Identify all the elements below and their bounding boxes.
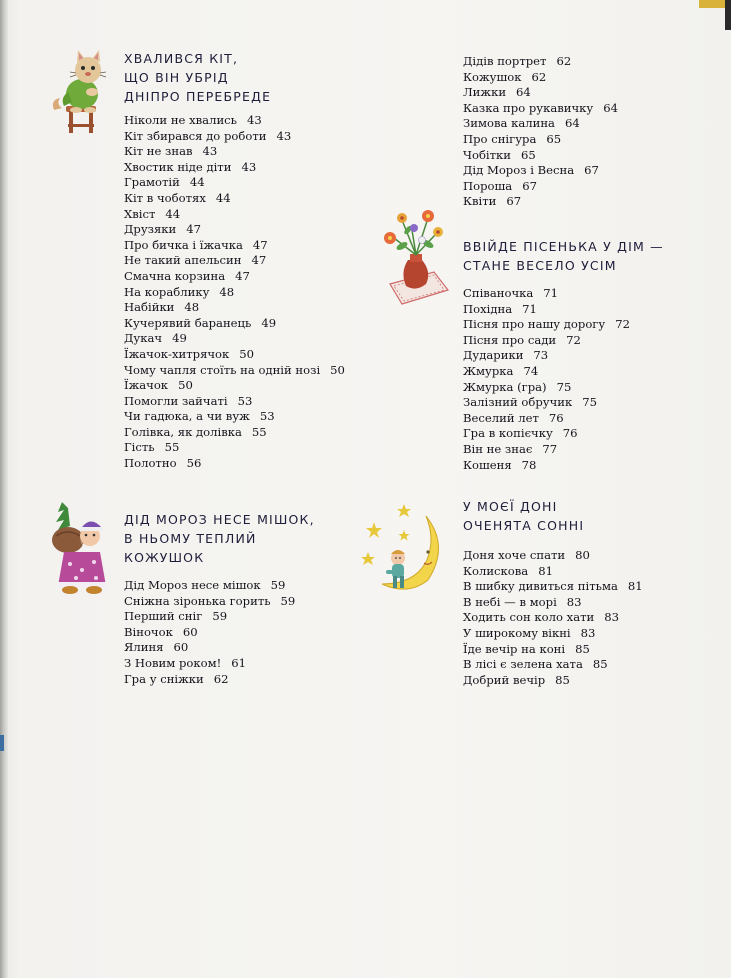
entry-page: 49 — [261, 315, 277, 330]
entry-page: 43 — [202, 144, 218, 159]
section-heading-line: ВВІЙДЕ ПІСЕНЬКА У ДІМ — — [463, 239, 664, 254]
entry-page: 85 — [575, 641, 590, 656]
toc-entry[interactable] — [124, 625, 295, 641]
entry-title: Дударики — [463, 348, 524, 363]
entry-page: 65 — [521, 147, 536, 162]
toc-entry[interactable] — [463, 442, 630, 458]
entry-page: 74 — [523, 363, 539, 378]
toc-entry[interactable] — [463, 548, 643, 564]
entry-title: Кучерявий баранець — [124, 315, 252, 330]
entry-title: Кіт в чоботях — [124, 190, 206, 205]
entry-title: Зимова калина — [463, 116, 555, 131]
entry-page: 83 — [604, 610, 620, 625]
entry-page: 72 — [615, 317, 630, 332]
entry-page: 77 — [542, 441, 558, 456]
toc-entry[interactable] — [124, 175, 345, 191]
toc-entry[interactable] — [124, 378, 345, 394]
section-heading-line: КОЖУШОК — [124, 550, 205, 565]
section-heading-song — [463, 237, 664, 275]
flower-vase-icon — [372, 200, 454, 306]
entry-page: 61 — [231, 655, 247, 670]
entry-title: Дідів портрет — [463, 54, 547, 68]
entry-page: 44 — [215, 190, 231, 205]
toc-entry[interactable] — [124, 285, 345, 301]
entry-title: Ніколи не хвались — [124, 113, 237, 127]
entry-title: Лижки — [463, 85, 507, 100]
moon-and-child-icon — [356, 500, 448, 600]
entry-page: 64 — [603, 100, 619, 115]
toc-entry[interactable] — [463, 85, 618, 101]
toc-entry[interactable] — [463, 194, 618, 210]
toc-entry[interactable] — [463, 132, 618, 148]
toc-entry[interactable] — [463, 579, 643, 595]
entry-title: Жмурка (гра) — [463, 379, 547, 394]
entry-title: Друзяки — [124, 222, 177, 237]
entry-page: 62 — [556, 54, 572, 68]
entry-title: Їжачок — [124, 378, 169, 393]
entry-title: Полотно — [124, 456, 177, 471]
entry-title: Співаночка — [463, 286, 534, 300]
entry-title: Доня хоче спати — [463, 548, 566, 562]
cat-on-stool-icon — [48, 48, 118, 136]
entry-title: Добрий вечір — [463, 672, 546, 687]
entry-title: Чому чапля стоїть на одній нозі — [124, 362, 321, 377]
entry-page: 64 — [516, 85, 531, 100]
entry-title: Дукач — [124, 331, 163, 346]
toc-entry[interactable] — [124, 129, 345, 145]
entry-title: Квіти — [463, 194, 497, 209]
entry-title: Він не знає — [463, 441, 533, 456]
entry-title: У широкому вікні — [463, 625, 571, 640]
entry-title: Грамотій — [124, 175, 180, 190]
section-heading-frost — [124, 510, 315, 567]
entry-title: Пісня про нашу дорогу — [463, 317, 606, 332]
entry-title: На кораблику — [124, 284, 210, 299]
entry-title: Похідна — [463, 301, 513, 316]
toc-list-cat — [124, 113, 345, 472]
toc-entry[interactable] — [124, 222, 345, 238]
toc-entry[interactable] — [463, 626, 643, 642]
entry-title: Чи гадюка, а чи вуж — [124, 409, 250, 424]
entry-page: 76 — [548, 410, 564, 425]
page-edge-mark — [0, 735, 4, 751]
entry-title: Перший сніг — [124, 609, 203, 624]
toc-entry[interactable] — [124, 191, 345, 207]
page-corner-shadow — [725, 0, 731, 30]
entry-title: Хвостик ніде діти — [124, 159, 232, 174]
entry-page: 85 — [555, 672, 570, 687]
entry-page: 56 — [186, 456, 202, 471]
entry-page: 65 — [546, 131, 562, 146]
page-binding-edge — [0, 0, 8, 978]
entry-page: 50 — [330, 362, 345, 377]
entry-title: В небі — в морі — [463, 594, 557, 609]
entry-title: Пісня про сади — [463, 332, 557, 347]
toc-entry[interactable] — [124, 425, 345, 441]
entry-title: З Новим роком! — [124, 655, 222, 670]
entry-title: Залізний обручик — [463, 395, 573, 410]
toc-entry[interactable] — [463, 333, 630, 349]
entry-title: Чобітки — [463, 147, 512, 162]
toc-entry[interactable] — [463, 395, 630, 411]
section-heading-moon — [463, 497, 584, 535]
toc-entry[interactable] — [124, 144, 345, 160]
entry-title: Ходить сон коло хати — [463, 610, 595, 625]
entry-page: 72 — [566, 332, 581, 347]
section-heading-line: ОЧЕНЯТА СОННІ — [463, 518, 585, 533]
entry-title: Віночок — [124, 624, 173, 639]
entry-page: 71 — [522, 301, 537, 316]
entry-title: Голівка, як долівка — [124, 424, 242, 439]
toc-entry[interactable] — [463, 364, 630, 380]
toc-entry[interactable] — [124, 609, 295, 625]
toc-entry[interactable] — [463, 595, 643, 611]
toc-entry[interactable] — [463, 286, 630, 302]
toc-entry[interactable] — [463, 101, 618, 117]
section-heading-line: ЩО ВІН УБРІД — [124, 70, 229, 85]
entry-page: 59 — [280, 593, 296, 608]
section-heading-line: ДНІПРО ПЕРЕБРЕДЕ — [124, 89, 272, 104]
entry-page: 48 — [184, 300, 200, 315]
toc-entry[interactable] — [463, 54, 618, 70]
toc-entry[interactable] — [463, 148, 618, 164]
entry-page: 44 — [189, 175, 205, 190]
toc-entry[interactable] — [463, 380, 630, 396]
entry-title: Кіт не знав — [124, 144, 193, 159]
toc-entry[interactable] — [463, 348, 630, 364]
entry-page: 67 — [522, 178, 537, 193]
entry-title: В лісі є зелена хата — [463, 657, 583, 672]
entry-page: 50 — [178, 378, 193, 393]
entry-title: В шибку дивиться пітьма — [463, 579, 618, 594]
toc-entry[interactable] — [124, 300, 345, 316]
section-heading-line: СТАНЕ ВЕСЕЛО УСІМ — [463, 258, 617, 273]
entry-page: 55 — [164, 440, 180, 455]
entry-title: Кошеня — [463, 457, 512, 472]
toc-entry[interactable] — [124, 440, 345, 456]
section-heading-line: В НЬОМУ ТЕПЛИЙ — [124, 531, 257, 546]
toc-list-frost — [124, 578, 295, 687]
entry-title: Веселий лет — [463, 410, 539, 425]
entry-title: Гра у сніжки — [124, 671, 204, 686]
entry-page: 53 — [259, 409, 275, 424]
toc-entry[interactable] — [463, 426, 630, 442]
entry-page: 47 — [235, 268, 250, 283]
toc-entry[interactable] — [124, 594, 295, 610]
entry-title: Кіт збирався до роботи — [124, 128, 267, 143]
toc-entry[interactable] — [124, 578, 295, 594]
entry-page: 76 — [562, 426, 578, 441]
entry-title: Сніжна зіронька горить — [124, 593, 271, 608]
entry-title: Гість — [124, 440, 155, 455]
entry-page: 67 — [506, 194, 522, 209]
entry-title: Дід Мороз і Весна — [463, 163, 575, 178]
toc-entry[interactable] — [124, 456, 345, 472]
entry-page: 55 — [251, 424, 267, 439]
entry-page: 83 — [580, 625, 596, 640]
toc-entry[interactable] — [124, 316, 345, 332]
entry-page: 48 — [219, 284, 235, 299]
toc-entry[interactable] — [124, 347, 345, 363]
toc-entry[interactable] — [124, 363, 345, 379]
entry-title: Їде вечір на коні — [463, 641, 566, 656]
toc-entry[interactable] — [124, 656, 295, 672]
entry-title: Набійки — [124, 300, 175, 315]
entry-title: Хвіст — [124, 206, 156, 221]
entry-title: Про снігура — [463, 131, 537, 146]
grandfather-frost-icon — [48, 500, 116, 596]
toc-entry[interactable] — [463, 302, 630, 318]
entry-page: 44 — [165, 206, 181, 221]
toc-entry[interactable] — [463, 116, 618, 132]
entry-page: 59 — [212, 609, 228, 624]
toc-entry[interactable] — [124, 207, 345, 223]
entry-page: 81 — [538, 563, 553, 578]
entry-title: Смачна корзина — [124, 268, 226, 283]
section-heading-line: ХВАЛИВСЯ КІТ, — [124, 51, 239, 66]
entry-page: 75 — [582, 395, 598, 410]
toc-entry[interactable] — [124, 331, 345, 347]
toc-entry[interactable] — [124, 394, 345, 410]
toc-entry[interactable] — [124, 160, 345, 176]
toc-list-moon — [463, 548, 643, 688]
toc-entry[interactable] — [124, 640, 295, 656]
entry-title: Гра в копієчку — [463, 426, 553, 441]
toc-entry[interactable] — [463, 317, 630, 333]
entry-title: Не такий апельсин — [124, 253, 242, 268]
toc-entry[interactable] — [463, 179, 618, 195]
entry-page: 62 — [213, 671, 229, 686]
section-heading-cat — [124, 49, 271, 106]
toc-entry[interactable] — [463, 70, 618, 86]
toc-entry[interactable] — [463, 411, 630, 427]
entry-page: 47 — [251, 253, 267, 268]
entry-title: Кожушок — [463, 69, 522, 84]
entry-page: 71 — [543, 286, 559, 300]
entry-title: Колискова — [463, 563, 529, 578]
entry-page: 81 — [627, 579, 643, 594]
toc-list-continued — [463, 54, 618, 210]
toc-entry[interactable] — [463, 458, 630, 474]
section-heading-line: У МОЄЇ ДОНІ — [463, 499, 558, 514]
toc-entry[interactable] — [124, 409, 345, 425]
entry-page: 67 — [584, 163, 599, 178]
entry-title: Казка про рукавичку — [463, 100, 594, 115]
entry-page: 62 — [531, 69, 547, 84]
toc-entry[interactable] — [463, 673, 643, 689]
entry-title: Про бичка і їжачка — [124, 237, 243, 252]
entry-page: 47 — [186, 222, 202, 237]
toc-entry[interactable] — [463, 163, 618, 179]
entry-title: Помогли зайчаті — [124, 393, 228, 408]
toc-entry[interactable] — [124, 269, 345, 285]
entry-page: 59 — [270, 578, 286, 592]
entry-page: 80 — [575, 548, 590, 562]
entry-page: 83 — [566, 594, 582, 609]
toc-entry[interactable] — [463, 642, 643, 658]
toc-entry[interactable] — [463, 610, 643, 626]
toc-entry[interactable] — [124, 672, 295, 688]
entry-page: 43 — [246, 113, 262, 127]
entry-page: 78 — [521, 457, 537, 472]
section-heading-line: ДІД МОРОЗ НЕСЕ МІШОК, — [124, 512, 315, 527]
toc-entry[interactable] — [124, 253, 345, 269]
entry-title: Пороша — [463, 178, 513, 193]
entry-page: 85 — [592, 657, 608, 672]
entry-page: 64 — [564, 116, 580, 131]
entry-page: 75 — [556, 379, 572, 394]
entry-page: 49 — [172, 331, 187, 346]
toc-entry[interactable] — [463, 657, 643, 673]
entry-title: Жмурка — [463, 363, 514, 378]
toc-entry[interactable] — [124, 238, 345, 254]
toc-list-song — [463, 286, 630, 473]
entry-page: 60 — [173, 640, 189, 655]
entry-page: 50 — [239, 346, 255, 361]
entry-page: 43 — [241, 159, 257, 174]
entry-page: 60 — [182, 624, 198, 639]
entry-page: 73 — [533, 348, 549, 363]
entry-page: 47 — [252, 237, 268, 252]
entry-title: Ялиня — [124, 640, 164, 655]
entry-title: Їжачок-хитрячок — [124, 346, 230, 361]
entry-title: Дід Мороз несе мішок — [124, 578, 261, 592]
entry-page: 53 — [237, 393, 253, 408]
toc-entry[interactable] — [124, 113, 345, 129]
toc-entry[interactable] — [463, 564, 643, 580]
entry-page: 43 — [276, 128, 292, 143]
